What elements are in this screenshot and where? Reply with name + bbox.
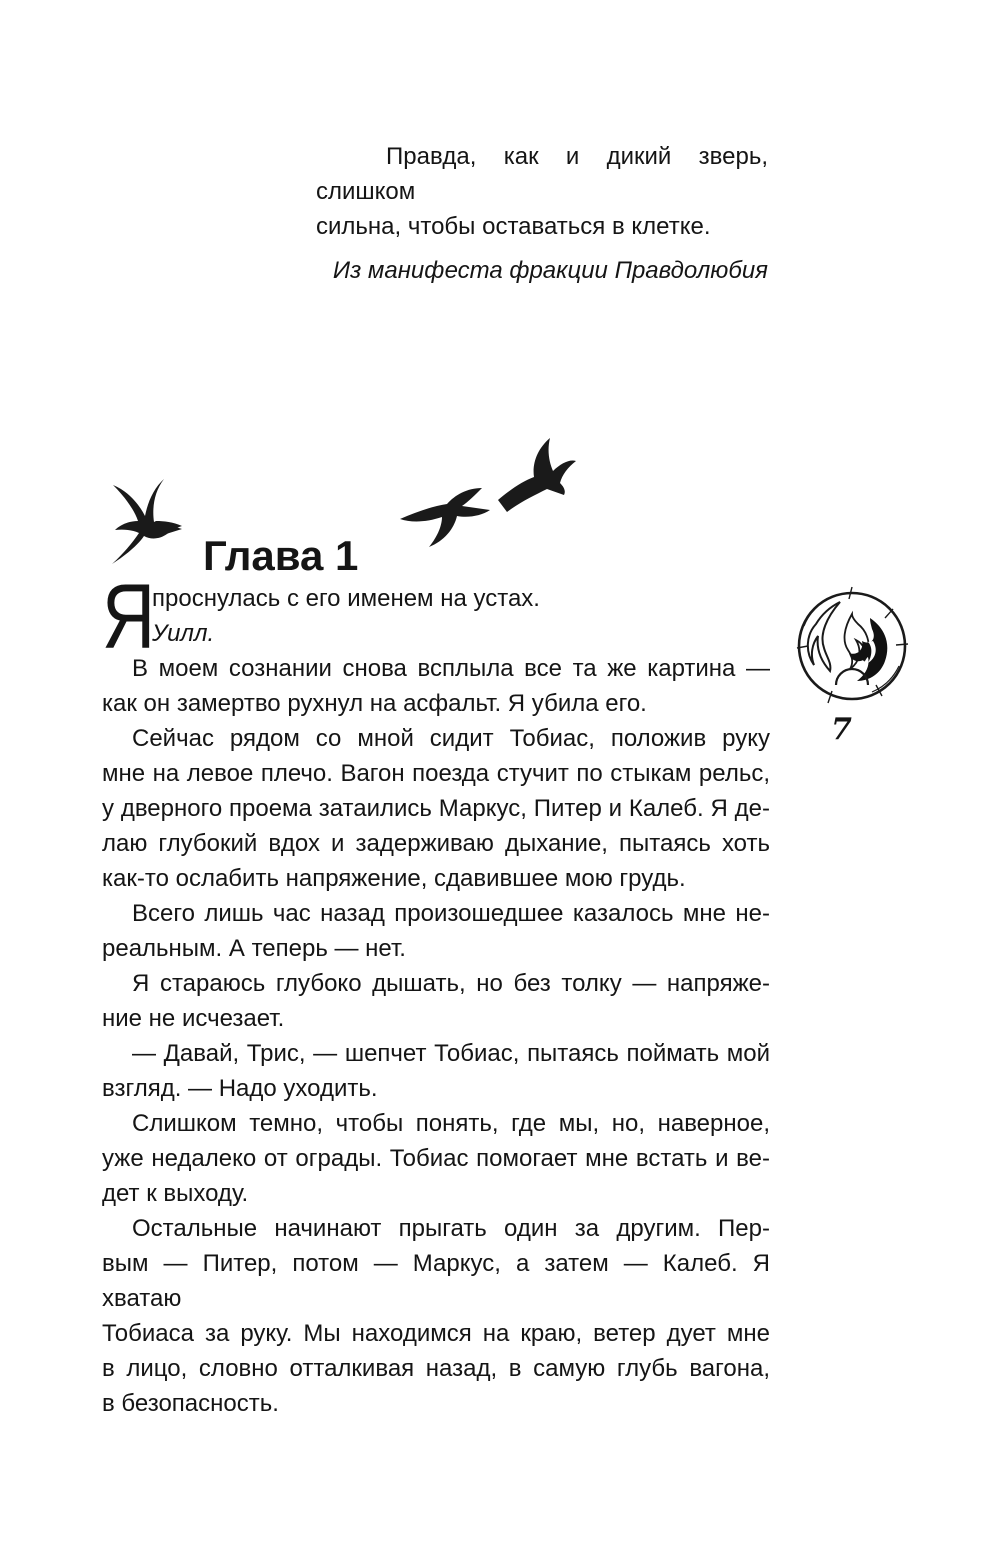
opening-paragraph [102, 566, 770, 668]
text-line: вым — Питер, потом — Маркус, а затем — Калеб. Я хватаю [102, 1250, 770, 1312]
swallow-bird-icon [490, 436, 578, 520]
text-line: уже недалеко от ограды. Тобиас помогает мне встать и ве- [102, 1145, 770, 1172]
epigraph [316, 139, 768, 288]
text-line: Я стараюсь глубоко дышать, но без толку — напряже- [132, 970, 770, 997]
text-line: как-то ослабить напряжение, сдавившее мою грудь. [102, 865, 686, 892]
text-line: лаю глубокий вдох и задерживаю дыхание, пытаясь хоть [102, 830, 770, 857]
body-paragraph [102, 1211, 770, 1421]
text-line: в лицо, словно отталкивая назад, в самую глубь вагона, [102, 1355, 770, 1382]
epigraph-quote [316, 139, 768, 244]
text-line: Слишком темно, чтобы понять, где мы, но, наверное, [132, 1110, 770, 1137]
swallow-bird-icon [396, 483, 492, 549]
text-line: мне на левое плечо. Вагон поезда стучит по стыкам рельс, [102, 760, 770, 787]
text-line: Всего лишь час назад произошедшее казалось мне не- [132, 900, 770, 927]
text-line: Тобиаса за руку. Мы находимся на краю, ветер дует мне [102, 1320, 770, 1347]
body-paragraphs [102, 651, 770, 1421]
flame-emblem-icon [794, 584, 910, 708]
epigraph-attribution: Из манифеста фракции Правдолюбия [332, 257, 768, 284]
body-paragraph [102, 651, 770, 721]
text-line: сильна, чтобы оставаться в клетке. [316, 213, 711, 240]
text-line: ние не исчезает. [102, 1005, 285, 1032]
body-paragraph [102, 1106, 770, 1211]
text-line: как он замертво рухнул на асфальт. Я убила его. [102, 690, 647, 717]
drop-cap: Я [102, 566, 156, 668]
text-line: проснулась с его именем на устах. [152, 585, 540, 612]
text-line: у дверного проема затаились Маркус, Питер и Калеб. Я де- [102, 795, 770, 822]
text-line: взгляд. — Надо уходить. [102, 1075, 378, 1102]
body-text [102, 566, 770, 1421]
body-paragraph [102, 721, 770, 896]
text-line: В моем сознании снова всплыла все та же картина — [132, 655, 770, 682]
body-paragraph [102, 1036, 770, 1106]
opening-lines [102, 566, 770, 668]
text-line: — Давай, Трис, — шепчет Тобиас, пытаясь поймать мой [132, 1040, 770, 1067]
text-line: Уилл. [152, 620, 215, 647]
text-line: Сейчас рядом со мной сидит Тобиас, положив руку [132, 725, 770, 752]
text-line: дет к выходу. [102, 1180, 249, 1207]
body-paragraph [102, 896, 770, 966]
text-line: Остальные начинают прыгать один за другим. Пер- [132, 1215, 770, 1242]
text-line: в безопасность. [102, 1390, 279, 1417]
swallow-bird-icon [104, 476, 188, 566]
text-line: реальным. А теперь — нет. [102, 935, 406, 962]
chapter-title: Глава 1 [203, 532, 359, 580]
body-paragraph [102, 966, 770, 1036]
text-line: Правда, как и дикий зверь, слишком [316, 143, 768, 205]
page-number: 7 [831, 712, 852, 747]
